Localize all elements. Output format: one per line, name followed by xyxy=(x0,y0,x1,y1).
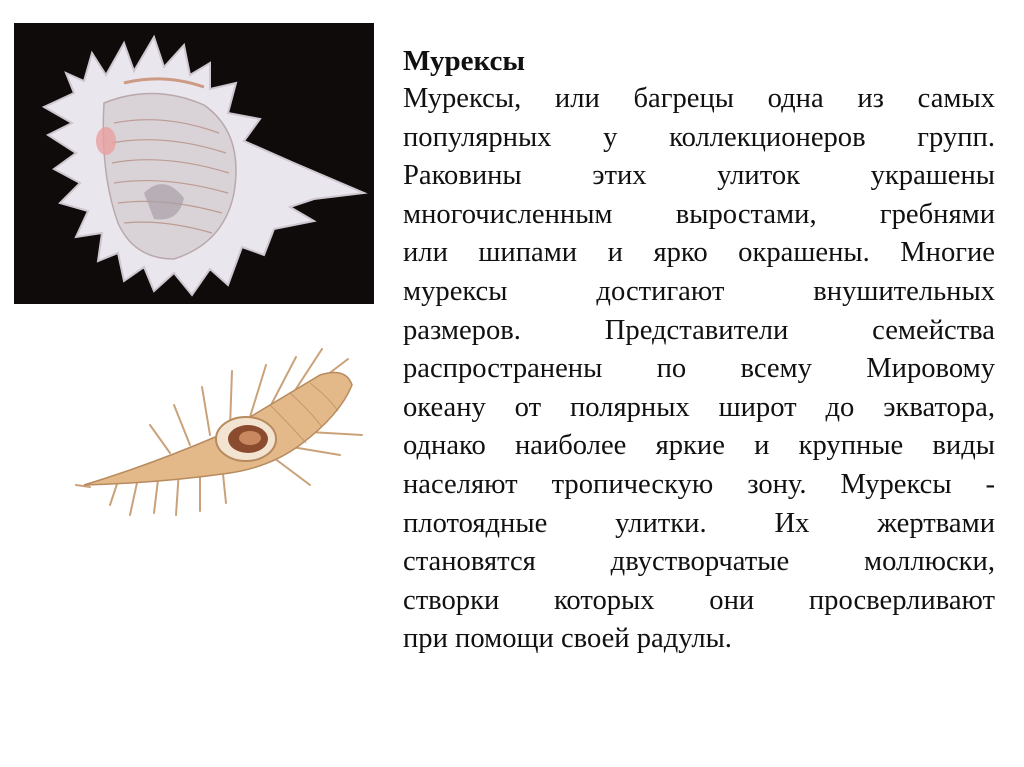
body-line: океану от полярных широт до экватора, xyxy=(403,391,995,423)
body-line: населяют тропическую зону. Мурексы - xyxy=(403,468,995,500)
body-line: Раковины этих улиток украшены xyxy=(403,160,995,192)
body-line: или шипами и ярко окрашены. Многие xyxy=(403,237,995,269)
spiny-murex-icon xyxy=(70,335,370,535)
murex-shell-photo xyxy=(14,23,374,304)
body-line: популярных у коллекционеров групп. xyxy=(403,121,995,153)
body-line: мурексы достигают внушительных xyxy=(403,275,995,307)
body-line: многочисленным выростами, гребнями xyxy=(403,198,995,230)
body-line: Мурексы, или багрецы одна из самых xyxy=(403,83,995,114)
slide-title: Мурексы xyxy=(403,45,525,77)
body-line: створки которых они просверливают xyxy=(403,584,995,616)
murex-shell-icon xyxy=(14,23,374,304)
body-line: размеров. Представители семейства xyxy=(403,314,995,346)
body-line: распространены по всему Мировому xyxy=(403,353,995,385)
text-block xyxy=(403,42,995,659)
body-line: однако наиболее яркие и крупные виды xyxy=(403,430,995,462)
body-paragraph xyxy=(403,80,995,659)
murex-illustration xyxy=(70,335,370,535)
body-line: становятся двустворчатые моллюски, xyxy=(403,546,995,578)
body-line: плотоядные улитки. Их жертвами xyxy=(403,507,995,539)
body-line: при помощи своей радулы. xyxy=(403,623,732,655)
